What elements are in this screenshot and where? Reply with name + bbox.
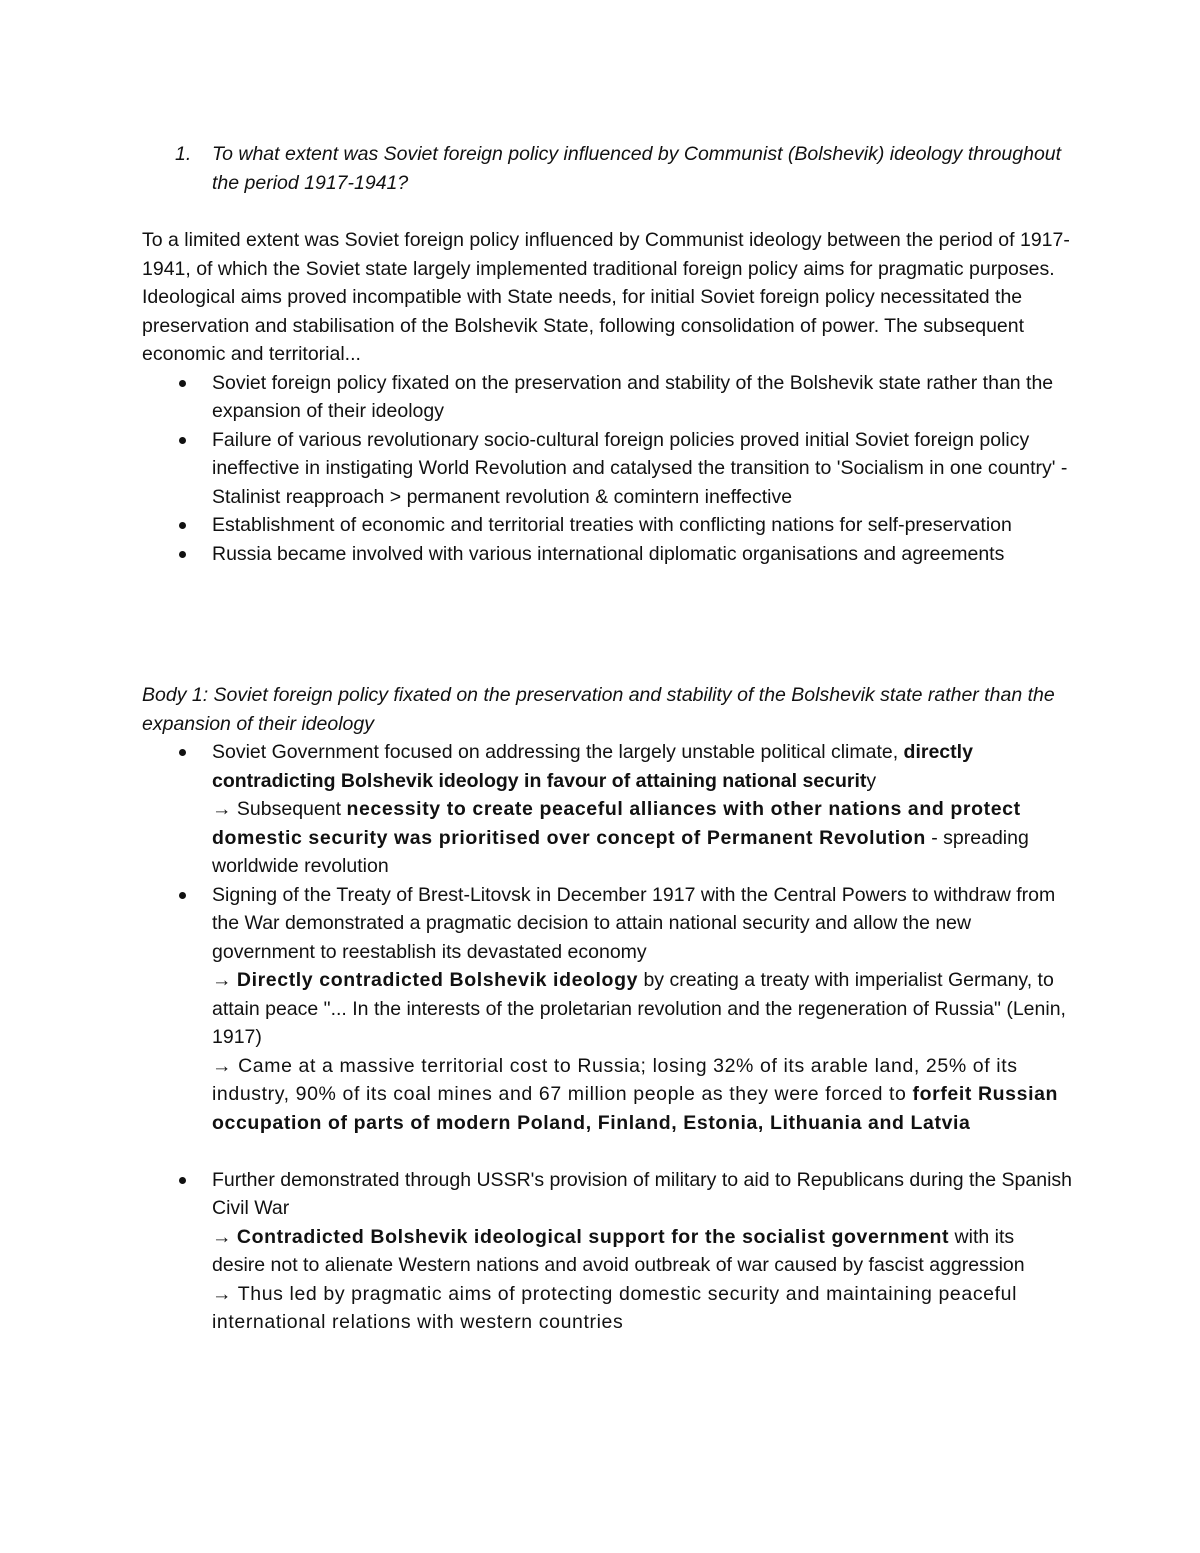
list-item: Establishment of economic and territorial treaties with conflicting nations for self-preservation (142, 511, 1072, 540)
list-item (142, 881, 1072, 1166)
list-item: Failure of various revolutionary socio-cultural foreign policies proved initial Soviet foreign policy ineffective in instigating World Revolution and catalysed the transition to 'Socialism in one country' - Stalinist reapproach > permanent revolution & comintern ineffective (142, 426, 1072, 512)
list-item: Russia became involved with various international diplomatic organisations and agreements (142, 540, 1072, 569)
arrow-point-text: → Came at a massive territorial cost to Russia; losing 32% of its arable land, 25% of its industry, 90% of its coal mines and 67 million people as they were forced to (212, 1054, 1018, 1105)
bullet-text: Further demonstrated through USSR's provision of military to aid to Republicans during the Spanish Civil War (212, 1168, 1072, 1219)
arrow-point-bold-text: Contradicted Bolshevik ideological support for the socialist government (236, 1225, 950, 1248)
arrow-point-bold-text: necessity to create peaceful alliances with other nations and protect domestic security was prioritised over concept of Permanent Revolution (212, 798, 1021, 849)
arrow-point-text: → (212, 969, 237, 991)
arrow-point-text: → Thus led by pragmatic aims of protecting domestic security and maintaining peaceful international relations with western countries (212, 1282, 1018, 1333)
question-text: To what extent was Soviet foreign policy influenced by Communist (Bolshevik) ideology throughout the period 1917-1941? (212, 143, 1062, 194)
bullet-bold-text: directly contradicting Bolshevik ideology in favour of attaining national securit (212, 741, 973, 792)
arrow-point-bold-text: forfeit Russian occupation of parts of modern Poland, Finland, Estonia, Lithuania and Latvia (212, 1083, 1059, 1134)
list-item: Soviet foreign policy fixated on the preservation and stability of the Bolshevik state rather than the expansion of their ideology (142, 369, 1072, 426)
essay-question (175, 140, 1075, 197)
list-item (142, 738, 1072, 881)
arrow-point-text: → (212, 1225, 237, 1248)
bullet-text: Soviet Government focused on addressing the largely unstable political climate, (212, 741, 904, 763)
intro-paragraph: To a limited extent was Soviet foreign policy influenced by Communist ideology between the period of 1917-1941, of which the Soviet state largely implemented traditional foreign policy aims for pragmatic purposes. Ideological aims proved incompatible with State needs, for initial Soviet foreign policy necessitated the preservation and stabilisation of the Bolshevik State, following consolidation of power. The subsequent economic and territorial... (142, 229, 1070, 365)
question-number: 1. (175, 143, 192, 165)
arrow-point-text: - spreading worldwide revolution (212, 826, 1029, 877)
intro-bullet-list (142, 369, 1072, 569)
list-item (142, 1166, 1072, 1337)
introduction-section (142, 226, 1072, 568)
arrow-point-bold-text: Directly contradicted Bolshevik ideology (236, 969, 639, 991)
body-1-section (142, 681, 1072, 1337)
body-1-heading: Body 1: Soviet foreign policy fixated on the preservation and stability of the Bolshevik state rather than the expansion of their ideology (142, 684, 1055, 735)
bullet-text: y (866, 769, 877, 792)
arrow-point-text: by creating a treaty with imperialist Germany, to attain peace "... In the interests of the proletarian revolution and the regeneration of Russia" (Lenin, 1917) (212, 969, 1066, 1048)
body-1-bullet-list (142, 738, 1072, 1337)
arrow-point-text: with its desire not to alienate Western nations and avoid outbreak of war caused by fascist aggression (212, 1225, 1025, 1276)
bullet-text: Signing of the Treaty of Brest-Litovsk in December 1917 with the Central Powers to withdraw from the War demonstrated a pragmatic decision to attain national security and allow the new government to reestablish its devastated economy (212, 883, 1056, 963)
arrow-point-text: → Subsequent (212, 798, 347, 820)
